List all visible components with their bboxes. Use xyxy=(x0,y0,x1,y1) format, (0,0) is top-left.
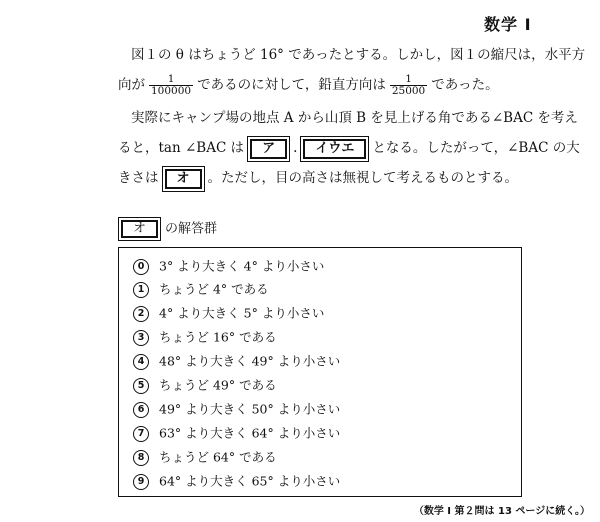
fraction-numerator: 1 xyxy=(167,73,175,85)
answer-box-a[interactable] xyxy=(247,136,290,162)
text-tan-prefix: ると，tan ∠BAC は xyxy=(118,140,245,156)
choice-text-3: ちょうど 16° である xyxy=(159,329,277,345)
decimal-point: . xyxy=(293,140,298,156)
answer-box-iue[interactable] xyxy=(300,136,369,162)
answer-group-box-label: オ xyxy=(121,220,158,238)
choice-number-7: 7 xyxy=(133,426,149,442)
choice-number-4: 4 xyxy=(133,354,149,370)
paragraph-1-line-1: 図１の θ はちょうど 16° であったとする。しかし，図１の縮尺は，水平方 xyxy=(131,47,586,63)
choice-8[interactable] xyxy=(133,448,277,466)
text-horizontal-prefix: 向が xyxy=(118,77,145,93)
answer-choices-box xyxy=(118,247,522,497)
choice-number-2: 2 xyxy=(133,306,149,322)
paragraph-2-line-3 xyxy=(118,163,573,193)
choice-number-6: 6 xyxy=(133,402,149,418)
paragraph-1 xyxy=(118,40,586,100)
choice-text-5: ちょうど 49° である xyxy=(159,377,277,393)
subject-title: 数学 I xyxy=(484,15,532,34)
choice-text-9: 64° より大きく 65° より小さい xyxy=(159,473,341,489)
answer-group-suffix: の解答群 xyxy=(165,221,218,237)
fraction-vertical-scale xyxy=(390,74,427,97)
choice-number-9: 9 xyxy=(133,474,149,490)
choice-number-5: 5 xyxy=(133,378,149,394)
choice-9[interactable] xyxy=(133,472,340,490)
paragraph-2 xyxy=(118,103,580,193)
paragraph-2-line-1: 実際にキャンプ場の地点 A から山頂 B を見上げる角である∠BAC を考え xyxy=(131,110,578,126)
answer-group-box xyxy=(118,217,161,241)
text-line-end: であった。 xyxy=(431,77,499,93)
choice-text-2: 4° より大きく 5° より小さい xyxy=(159,305,325,321)
choice-text-8: ちょうど 64° である xyxy=(159,449,277,465)
choice-text-0: 3° より大きく 4° より小さい xyxy=(159,258,325,274)
text-angle-prefix: きさは xyxy=(118,170,159,186)
paragraph-2-line-2 xyxy=(118,133,580,163)
fraction-denominator: 25000 xyxy=(391,85,426,97)
text-angle-suffix: 。ただし，目の高さは無視して考えるものとする。 xyxy=(207,170,519,186)
choice-4[interactable] xyxy=(133,352,340,370)
choice-text-7: 63° より大きく 64° より小さい xyxy=(159,425,341,441)
text-vertical-prefix: であるのに対して，鉛直方向は xyxy=(197,77,386,93)
choice-3[interactable] xyxy=(133,328,277,346)
choice-number-3: 3 xyxy=(133,330,149,346)
fraction-denominator: 100000 xyxy=(151,85,192,97)
answer-box-o[interactable] xyxy=(162,166,205,192)
choice-text-4: 48° より大きく 49° より小さい xyxy=(159,353,341,369)
choice-7[interactable] xyxy=(133,424,340,442)
choice-6[interactable] xyxy=(133,400,340,418)
answer-box-o-label: オ xyxy=(165,169,202,189)
choice-text-6: 49° より大きく 50° より小さい xyxy=(159,401,341,417)
choice-text-1: ちょうど 4° である xyxy=(159,281,269,297)
choice-number-8: 8 xyxy=(133,450,149,466)
choice-2[interactable] xyxy=(133,304,324,322)
choice-1[interactable] xyxy=(133,280,269,298)
text-tan-suffix: となる。したがって，∠BAC の大 xyxy=(372,140,580,156)
choice-0[interactable] xyxy=(133,257,324,275)
paragraph-1-line-2 xyxy=(0,70,573,100)
fraction-horizontal-scale xyxy=(149,74,193,97)
choice-5[interactable] xyxy=(133,376,277,394)
choice-number-0: 0 xyxy=(133,259,149,275)
fraction-numerator: 1 xyxy=(405,73,412,85)
answer-group-heading xyxy=(118,217,217,241)
answer-box-iue-label: イウエ xyxy=(303,139,366,159)
answer-box-a-label: ア xyxy=(250,139,287,159)
choice-number-1: 1 xyxy=(133,282,149,298)
continuation-note: （数学 I 第２問は 13 ページに続く。） xyxy=(413,506,590,517)
